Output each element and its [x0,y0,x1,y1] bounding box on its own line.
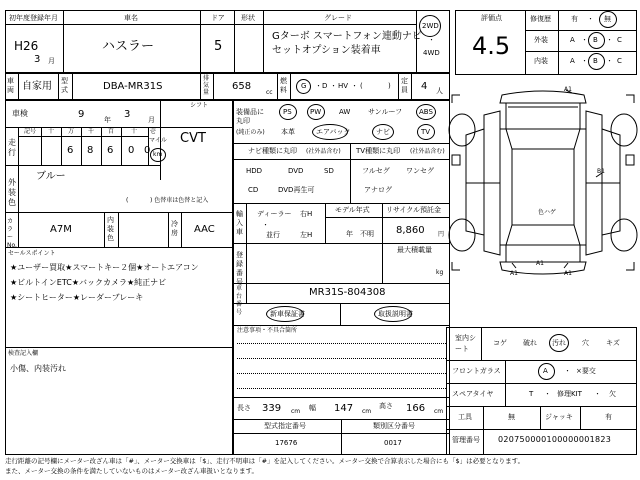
ext-grade-c: C [617,36,622,44]
class-no-label: 類別区分番号 [373,422,415,430]
type-value: DBA-MR31S [103,81,163,92]
score-label: 評価点 [481,14,502,22]
fuel-dot2: ・ [330,82,337,90]
ext-grade-a: A [570,36,575,44]
spare-kit: 修理KIT [557,390,582,398]
ac-value: AAC [194,224,215,235]
cap-label: 定員 [401,77,408,94]
seat-stain: 汚れ [552,339,566,347]
exterior-color: ブルー [36,171,66,182]
mileage-unit-sign: 記号 [24,128,37,135]
length-value: 339 [262,403,282,414]
navi-sd: SD [324,167,334,175]
fuel-label: 燃料 [280,77,287,94]
length-label: 長さ [237,404,251,412]
fuel-g: G [301,82,307,90]
spare-dot1: ・ [544,390,551,398]
glass-replace: ×要交 [576,367,596,375]
shift-label: シフト [190,102,209,109]
height-unit: cm [434,408,444,415]
equipment-label: 装備品に丸印 [236,108,264,125]
mileage-unit-100: 百 [108,128,115,135]
equip-pw: PW [310,108,322,116]
inspection-month: 3 [124,109,131,120]
int-grade-c: C [617,57,622,65]
use-value: 自家用 [22,81,52,92]
length-unit: cm [291,408,301,415]
mileage-digit-3: 6 [107,145,114,156]
seat-tear: 破れ [523,339,537,347]
color-no-value: A7M [50,224,72,235]
grade-label: グレード [324,14,352,22]
spare-label: スペアタイヤ [452,390,494,398]
jack-label: ジャッキ [545,413,573,421]
type-no-value: 17676 [275,439,298,447]
spare-t: T [529,390,534,398]
shape-label: 形状 [241,14,255,22]
name-label: 車名 [124,14,138,22]
glass-dot: ・ [564,367,571,375]
width-label: 幅 [309,404,316,412]
recycle-value: 8,860 [396,225,425,236]
chassis-value: MR31S-804308 [309,287,386,298]
equip-tv: TV [421,128,431,136]
drive-4wd: 4WD [423,49,440,57]
mile-label: マイル [149,137,167,144]
cap-value: 4 [421,81,428,92]
navi-dvd: DVD [288,167,304,175]
spare-missing: 欠 [609,390,616,398]
car-name: ハスラー [102,39,155,54]
damage-label-front: A1 [564,86,572,93]
seat-scratch: キズ [606,339,620,347]
km-label: km [153,151,163,158]
mileage-digit-5: 0 [144,145,151,156]
sales-points-label: セールスポイント [8,250,56,257]
import-dot: ・ [262,221,269,229]
damage-label-rear-center: A1 [536,260,544,267]
damage-label-roof: 色ハゲ [538,209,557,216]
fuel-paren-close: ) [388,82,391,90]
inspection-year-unit: 年 [104,116,111,124]
mileage-digit-1: 6 [67,145,74,156]
mileage-unit-1k: 千 [88,128,95,135]
damage-label-rear-right: A1 [564,270,572,277]
ext-grade-b: B [593,36,598,44]
disp-label: 排気量 [203,75,210,96]
ext-grade-dot1: ・ [581,36,588,44]
import-label: 輸入車 [236,210,243,236]
score-value: 4.5 [472,32,511,60]
drive-dot: ・ [428,36,435,44]
navi-label: ナビ種類に丸印 [248,147,297,155]
registration-label: 登録番号 [236,251,243,286]
width-value: 147 [334,403,354,414]
sales-point-line-3: ★シートヒーター★レーダーブレーキ [10,293,144,302]
shift-value: CVT [180,131,206,146]
equip-abs: ABS [419,108,433,116]
navi-cd: CD [248,186,259,194]
type-label: 型式 [61,77,68,94]
ext-grade-dot2: ・ [606,36,613,44]
fuel-d: D [322,82,328,90]
mileage-unit-10k: 万 [68,128,75,135]
color-no-label: カラーNo. [7,218,17,249]
fuel-dot3: ・ [351,82,358,90]
equip-leather: 本革 [281,128,295,136]
doc-manual: 取扱説明書 [378,310,413,318]
equip-airbag: エアバック [316,128,351,136]
equip-aw: AW [339,108,351,116]
equip-ps: PS [283,108,292,116]
reg-year-label: 初年度登録年月 [9,14,58,22]
sales-point-line-1: ★ユーザー買取★スマートキー２個★オートエアコン [10,263,199,272]
inspector-label: 検査記入欄 [8,350,39,357]
import-right-h: 右H [300,210,313,218]
grade-line1: Gターボ スマートフォン連動ナビ [272,31,422,42]
model-year-label: モデル年式 [335,206,370,214]
ac-label: 冷房 [171,220,178,237]
equip-sunroof: サンルーフ [368,108,403,116]
navi-hdd: HDD [246,167,263,175]
exterior-note-close: ) 色替車は色替と記入 [150,197,209,204]
recycle-unit: 円 [438,231,445,238]
seat-label: 室内シート [455,334,476,353]
class-no-value: 0017 [384,439,402,447]
tv-note: (社外品含む) [410,148,445,155]
model-year-value: 年 不明 [346,230,374,238]
navi-note: (社外品含む) [306,148,341,155]
mileage-unit-10: 十 [131,128,138,135]
doors-label: ドア [211,14,225,22]
height-label: 高さ [379,402,393,410]
glass-a: A [543,367,548,375]
tv-analog: アナログ [364,186,392,194]
notes-label: 注意事項・不具合箇所 [237,327,298,334]
footer-note-1: 走行距離の記号欄にメーター改ざん車は「#」、メーター交換車は「$」、走行不明車は「#」を記入してください。メーター交換で合算表示した場合にも「$」は必要となります。 [5,457,525,465]
glass-label: フロントガラス [452,367,501,375]
inspection-label: 車検 [12,109,28,118]
damage-label-rear-left: A1 [510,270,518,277]
repair-yes: 有 [571,15,578,23]
interior-grade-label: 内装 [534,57,548,65]
reg-year: H26 [14,39,39,53]
mileage-digit-2: 8 [87,145,94,156]
manage-label: 管理番号 [452,436,480,444]
car-label: 車両 [7,77,14,94]
reg-month: 3 [34,54,41,65]
sales-point-line-2: ★ビルトインETC★バックカメラ★純正ナビ [10,278,167,287]
manage-value: 020750000100000001823 [498,435,612,444]
int-grade-b: B [593,57,598,65]
repair-label: 修復歴 [530,15,551,23]
recycle-label: リサイクル預託金 [386,206,442,214]
inspection-year: 9 [78,109,85,120]
int-grade-dot2: ・ [606,57,613,65]
navi-dvd-play: DVD再生可 [278,186,315,194]
mileage-digit-4: 0 [128,145,135,156]
repair-dot: ・ [587,15,594,23]
exterior-grade-label: 外装 [534,36,548,44]
chassis-label: 車台番号 [236,285,243,316]
int-grade-a: A [570,57,575,65]
height-value: 166 [406,403,426,414]
width-unit: cm [362,408,372,415]
import-dealer: ディーラー [257,210,292,218]
jack-value: 有 [605,413,612,421]
damage-label-right-side: B1 [597,168,605,175]
disp-unit: cc [266,89,273,96]
mileage-unit-1: 壱 [150,128,157,135]
mileage-unit-100k: 十 [48,128,55,135]
interior-color-label: 内装色 [107,216,114,242]
disp-value: 658 [232,81,252,92]
tv-oneseg: ワンセグ [406,167,434,175]
fuel-hv: HV [338,82,349,90]
exterior-label: 外装色 [8,178,16,207]
footer-note-2: また、メーター交換の条件を満たしていないものはメーター改ざん車扱いとなります。 [5,467,258,475]
drive-2wd: 2WD [422,22,439,30]
doc-warranty: 新車保証書 [270,310,305,318]
import-parallel: 並行 [266,231,280,239]
inspection-month-unit: 月 [148,116,155,124]
reg-month-unit: 月 [48,57,55,65]
mileage-label: 走行 [8,138,16,157]
equip-navi: ナビ [376,128,390,136]
equipment-note: (純正のみ) [236,129,265,136]
maxload-unit: kg [436,269,444,276]
car-diagram [446,85,640,280]
tv-label: TV種類に丸印 [356,147,401,155]
seat-burn: コゲ [493,339,507,347]
import-left-h: 左H [300,231,313,239]
fuel-dot1: ・ [315,82,322,90]
maxload-label: 最大積載量 [397,246,432,254]
type-no-label: 型式指定番号 [264,422,306,430]
fuel-paren-open: ( [360,82,363,90]
car-outline-icon [446,85,640,280]
grade-line2: セットオプション装着車 [272,45,381,56]
repair-no: 無 [604,15,611,23]
inspector-text: 小傷、内装汚れ [10,364,66,373]
spare-dot2: ・ [594,390,601,398]
seat-hole: 穴 [582,339,589,347]
tools-label: 工具 [458,413,472,421]
int-grade-dot1: ・ [581,57,588,65]
tools-value: 無 [508,413,515,421]
exterior-note-open: ( [126,197,129,204]
tv-fullseg: フルセグ [362,167,390,175]
doors-value: 5 [214,39,223,54]
cap-unit: 人 [436,87,443,95]
